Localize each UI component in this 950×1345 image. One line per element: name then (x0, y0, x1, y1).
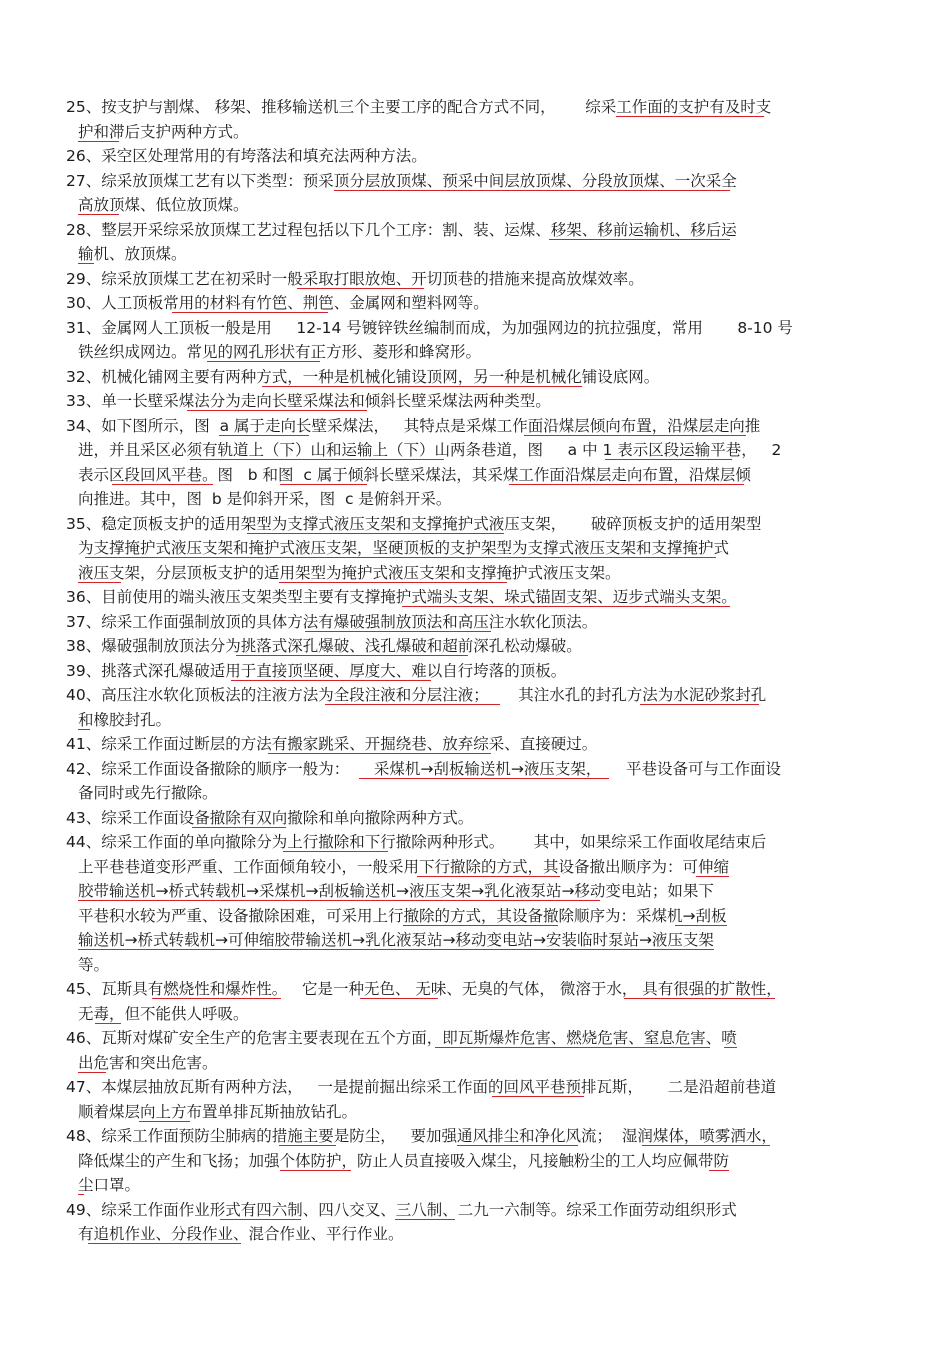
answer-underline (395, 1219, 455, 1220)
doc-line: 等。 (78, 955, 110, 974)
doc-line: 铁丝织成网边。常见的网孔形状有正方形、菱形和蜂窝形。 (78, 343, 482, 361)
doc-line: 33、单一长壁采煤法分为走向长壁采煤法和倾斜长壁采煤法两种类型。 (66, 392, 551, 410)
doc-line: 和橡胶封孔。 (78, 710, 172, 729)
answer-underline (675, 925, 727, 926)
doc-line: 35、稳定顶板支护的适用架型为支撑式液压支架和支撑掩护式液压支架， 破碎顶板支护的适用架型 (66, 514, 762, 533)
answer-underline (549, 239, 730, 240)
doc-line: 36、目前使用的端头液压支架类型主要有支撑掩护式端头支架、垛式锚固支架、迈步式端头支架。 (66, 588, 737, 606)
doc-line: 出危害和突出危害。 (78, 1053, 218, 1072)
answer-underline (78, 214, 119, 215)
doc-line: 进，并且采区必须有轨道上（下）山和运输上（下）山两条巷道，图 a 中 1 表示区段运输平巷， 2 (78, 441, 782, 459)
doc-line: 26、采空区处理常用的有垮落法和填充法两种方法。 (66, 147, 427, 165)
answer-underline (279, 1145, 336, 1146)
answer-underline (709, 1170, 729, 1171)
answer-underline (247, 533, 504, 534)
answer-underline (325, 704, 500, 705)
answer-underline (112, 484, 213, 485)
answer-underline (417, 876, 560, 877)
doc-line: 输送机→桥式转载机→可伸缩胶带输送机→乳化液泵站→移动变电站→安装临时泵站→液压支架 (78, 931, 714, 949)
answer-underline (95, 1023, 121, 1024)
answer-underline (268, 753, 491, 754)
answer-underline (640, 704, 759, 705)
answer-underline (187, 410, 366, 411)
answer-underline (192, 827, 286, 828)
doc-line: 输机、放顶煤。 (78, 245, 187, 263)
doc-line: 47、本煤层抽放瓦斯有两种方法， 一是提前掘出综采工作面的回风平巷预排瓦斯， 二是沿超前巷道 (66, 1078, 777, 1096)
answer-underline (78, 263, 94, 264)
doc-line: 32、机械化铺网主要有两种方式，一种是机械化铺设顶网，另一种是机械化铺设底网。 (66, 367, 660, 386)
answer-underline (190, 459, 443, 460)
answer-underline (280, 1170, 352, 1171)
doc-line: 39、挑落式深孔爆破适用于直接顶坚硬、厚度大、难以自行垮落的顶板。 (66, 661, 567, 680)
answer-underline (78, 582, 121, 583)
answer-underline (262, 386, 582, 387)
doc-line: 护和滞后支护两种方式。 (78, 122, 249, 141)
doc-line: 49、综采工作面作业形式有四六制、四八交叉、三八制、二九一六制等。综采工作面劳动组织形式 (66, 1200, 737, 1219)
answer-underline (207, 361, 320, 362)
doc-line: 胶带输送机→桥式转载机→采煤机→刮板输送机→液压支架→乳化液泵站→移动变电站；如果下 (78, 882, 714, 900)
answer-underline (85, 557, 716, 558)
answer-underline (305, 631, 491, 632)
answer-underline (696, 876, 729, 877)
answer-underline (360, 998, 439, 999)
answer-underline (220, 1219, 301, 1220)
doc-line: 44、综采工作面的单向撤除分为上行撤除和下行撤除两种形式。 其中，如果综采工作面收尾结束后 (66, 833, 767, 851)
doc-line: 液压支架，分层顶板支护的适用架型为掩护式液压支架和支撑掩护式液压支架。 (78, 563, 621, 582)
doc-line: 34、如下图所示，图 a 属于走向长壁采煤法， 其特点是采煤工作面沿煤层倾向布置，沿煤层走向推 (66, 416, 761, 435)
doc-line: 48、综采工作面预防尘肺病的措施主要是防尘， 要加强通风排尘和净化风流； 湿润煤体，喷雾洒水， (66, 1127, 777, 1145)
doc-line: 42、综采工作面设备撤除的顺序一般为： 采煤机→刮板输送机→液压支架， 平巷设备可与工作面设 (66, 759, 781, 778)
doc-line: 28、整层开采综采放顶煤工艺过程包括以下几个工序：割、装、运煤、移架、移前运输机、移后运 (66, 220, 737, 239)
doc-line: 37、综采工作面强制放顶的具体方法有爆破强制放顶法和高压注水软化顶法。 (66, 612, 598, 631)
doc-line: 顺着煤层向上方布置单排瓦斯抽放钻孔。 (78, 1102, 358, 1121)
answer-underline (280, 484, 367, 485)
doc-line: 45、瓦斯具有燃烧性和爆炸性。 它是一种无色、 无味、无臭的气体， 微溶于水， 具有很强的扩散性， (66, 980, 782, 998)
doc-line: 40、高压注水软化顶板法的注液方法为全段注液和分层注液； 其注水孔的封孔方法为水泥砂浆封孔 (66, 686, 767, 704)
answer-underline (616, 116, 764, 117)
doc-line: 30、人工顶板常用的材料有竹笆、荆笆、金属网和塑料网等。 (66, 294, 489, 312)
doc-line: 备同时或先行撤除。 (78, 784, 218, 802)
answer-underline (334, 190, 730, 191)
answer-underline (642, 1145, 770, 1146)
doc-line: 有追机作业、分段作业、混合作业、平行作业。 (78, 1225, 404, 1243)
doc-line: 29、综采放顶煤工艺在初采时一般采取打眼放炮、开切顶巷的措施来提高放煤效率。 (66, 269, 644, 288)
answer-underline (172, 312, 329, 313)
doc-line: 27、综采放顶煤工艺有以下类型：预采顶分层放顶煤、预采中间层放顶煤、分段放顶煤、一次采全 (66, 171, 737, 190)
doc-line: 25、按支护与割煤、 移架、推移输送机三个主要工序的配合方式不同， 综采工作面的支护有及时支 (66, 98, 772, 116)
answer-underline (297, 288, 424, 289)
answer-underline (88, 1243, 241, 1244)
answer-underline (78, 1072, 106, 1073)
answer-underline (492, 1096, 584, 1097)
doc-line: 43、综采工作面设备撤除有双向撤除和单向撤除两种方式。 (66, 808, 474, 827)
doc-line: 降低煤尘的产生和飞扬；加强个体防护，防止人员直接吸入煤尘，凡接触粉尘的工人均应佩带防 (78, 1151, 730, 1170)
answer-underline (78, 729, 90, 730)
doc-line: 平巷积水较为严重、设备撤除困难，可采用上行撤除的方式，其设备撤除顺序为：采煤机→刮板 (78, 906, 727, 925)
answer-underline (624, 998, 774, 999)
doc-line: 上平巷巷道变形严重、工作面倾角较小，一般采用下行撤除的方式，其设备撤出顺序为：可伸缩 (78, 857, 730, 876)
doc-line: 38、爆破强制放顶法分为挑落式深孔爆破、浅孔爆破和超前深孔松动爆破。 (66, 637, 582, 655)
doc-line: 尘口罩。 (78, 1176, 141, 1194)
doc-line: 高放顶煤、低位放顶煤。 (78, 196, 249, 214)
answer-underline (279, 582, 507, 583)
answer-underline (509, 484, 745, 485)
doc-line: 41、综采工作面过断层的方法有搬家跳采、开掘绕巷、放弃综采、直接硬过。 (66, 735, 598, 753)
answer-underline (283, 851, 388, 852)
answer-underline (402, 606, 731, 607)
answer-underline (403, 925, 559, 926)
doc-line: 表示区段回风平巷。图 b 和图 c 属于倾斜长壁采煤法，其采煤工作面沿煤层走向布置，沿煤层倾 (78, 465, 751, 484)
answer-underline (435, 1047, 710, 1048)
doc-line: 31、金属网人工顶板一般是用 12-14 号镀锌铁丝编制而成，为加强网边的抗拉强度，常用 8-10 号 (66, 318, 793, 337)
answer-underline (78, 900, 600, 901)
answer-underline (359, 778, 609, 779)
answer-underline (219, 435, 309, 436)
answer-underline (724, 1047, 737, 1048)
answer-underline (231, 680, 431, 681)
answer-underline (152, 998, 281, 999)
answer-underline (524, 435, 746, 436)
doc-line: 向推进。其中，图 b 是仰斜开采，图 c 是俯斜开采。 (78, 490, 452, 508)
answer-underline (78, 141, 119, 142)
answer-underline (78, 1194, 84, 1195)
answer-underline (139, 1121, 189, 1122)
doc-line: 46、瓦斯对煤矿安全生产的危害主要表现在五个方面，即瓦斯爆炸危害、燃烧危害、窒息危害、喷 (66, 1029, 737, 1047)
doc-line: 无毒，但不能供人呼吸。 (78, 1004, 249, 1023)
answer-underline (605, 459, 732, 460)
answer-underline (236, 655, 468, 656)
answer-underline (457, 1145, 578, 1146)
answer-underline (78, 949, 714, 950)
doc-line: 为支撑掩护式液压支架和掩护式液压支架，坚硬顶板的支护架型为支撑式液压支架和支撑掩护式 (78, 539, 730, 557)
